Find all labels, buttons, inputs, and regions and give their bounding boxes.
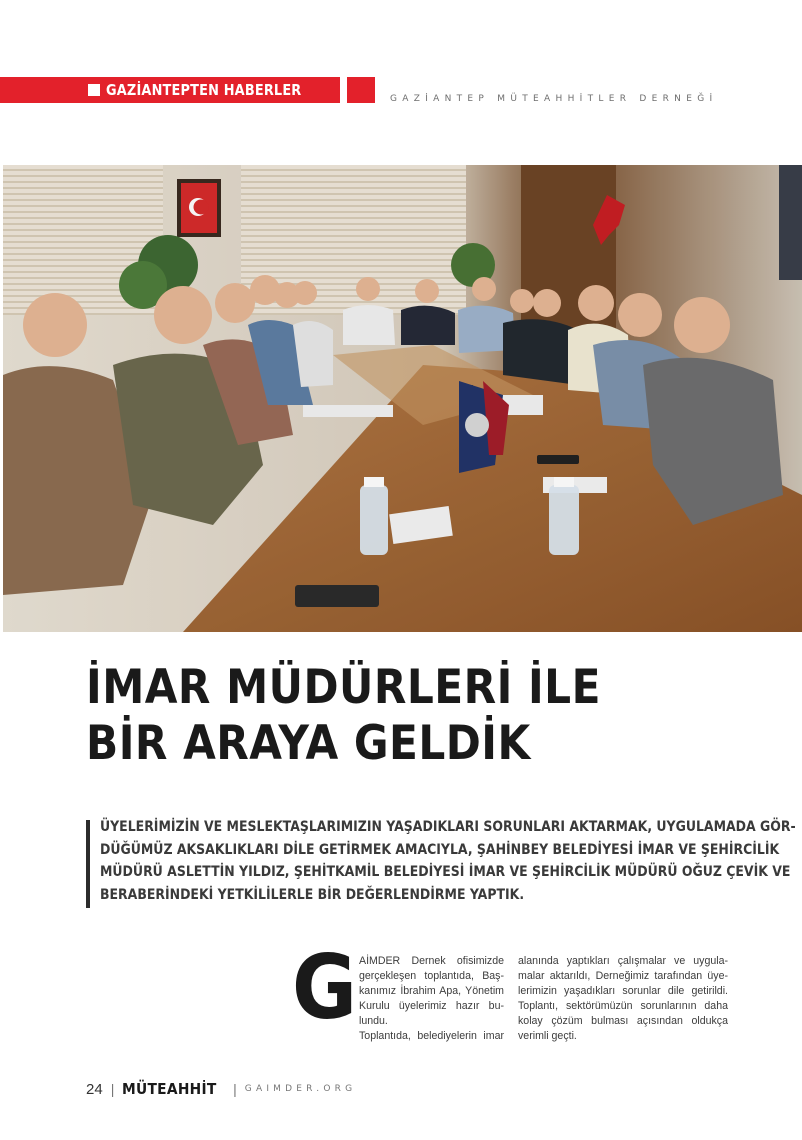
meeting-photo: [3, 165, 802, 632]
headline-line: İMAR MÜDÜRLERİ İLE: [86, 660, 601, 715]
header-accent-block: [347, 77, 375, 103]
body-line: Toplantı, sektörümüzün sorunlarının daha: [518, 999, 728, 1012]
page-footer: [86, 1079, 356, 1099]
lead-accent-bar: [86, 820, 90, 908]
website-address: GAIMDER.ORG: [244, 1084, 357, 1094]
footer-separator: |: [233, 1081, 237, 1097]
body-column-2: [518, 954, 728, 1043]
body-line: kolay çözüm bulması açısından oldukça: [518, 1014, 728, 1027]
lead-line: DÜĞÜMÜZ AKSAKLIKLARI DİLE GETİRMEK AMACIYLA, ŞAHİNBEY BELEDİYESİ İMAR VE ŞEHİRCİLİK: [100, 841, 780, 858]
body-line: Kurulu üyelerimiz hazır bu-: [359, 999, 504, 1012]
body-line: Toplantıda, belediyelerin imar: [359, 1029, 504, 1042]
article-lead: [100, 816, 796, 906]
body-line: kanımız İbrahim Apa, Yönetim: [359, 984, 504, 997]
article-headline: [86, 660, 716, 772]
body-line: malar aktarıldı, Derneğimiz tarafından üye-: [518, 969, 728, 982]
drop-cap: G: [292, 936, 358, 1039]
headline-line: BİR ARAYA GELDİK: [86, 716, 531, 771]
square-bullet-icon: [88, 84, 100, 96]
lead-line: MÜDÜRÜ ASLETTİN YILDIZ, ŞEHİTKAMİL BELEDİYESİ İMAR VE ŞEHİRCİLİK MÜDÜRÜ OĞUZ ÇEVİK VE: [100, 864, 791, 880]
association-name: GAZİANTEP MÜTEAHHİTLER DERNEĞİ: [390, 94, 718, 104]
magazine-logo: MÜTEAHHİT: [122, 1080, 217, 1098]
body-line: verimli geçti.: [518, 1029, 577, 1042]
body-line: lundu.: [359, 1014, 388, 1027]
page-number: 24: [86, 1080, 103, 1098]
body-column-1: [359, 954, 504, 1043]
body-line: gerçekleşen toplantıda, Baş-: [359, 969, 504, 982]
lead-line: ÜYELERİMİZİN VE MESLEKTAŞLARIMIZIN YAŞADIKLARI SORUNLARI AKTARMAK, UYGULAMADA GÖR-: [100, 819, 796, 835]
body-line: lerimizin yaşadıkları sorunlar dile getirildi.: [518, 984, 728, 997]
body-line: alanında yaptıkları çalışmalar ve uygula-: [518, 955, 728, 967]
body-line: AİMDER Dernek ofisimizde: [359, 955, 504, 967]
footer-separator: |: [110, 1081, 115, 1097]
lead-line: BERABERİNDEKİ YETKİLİLERLE BİR DEĞERLENDİRME YAPTIK.: [100, 886, 525, 903]
section-label: GAZİANTEPTEN HABERLER: [106, 81, 302, 99]
